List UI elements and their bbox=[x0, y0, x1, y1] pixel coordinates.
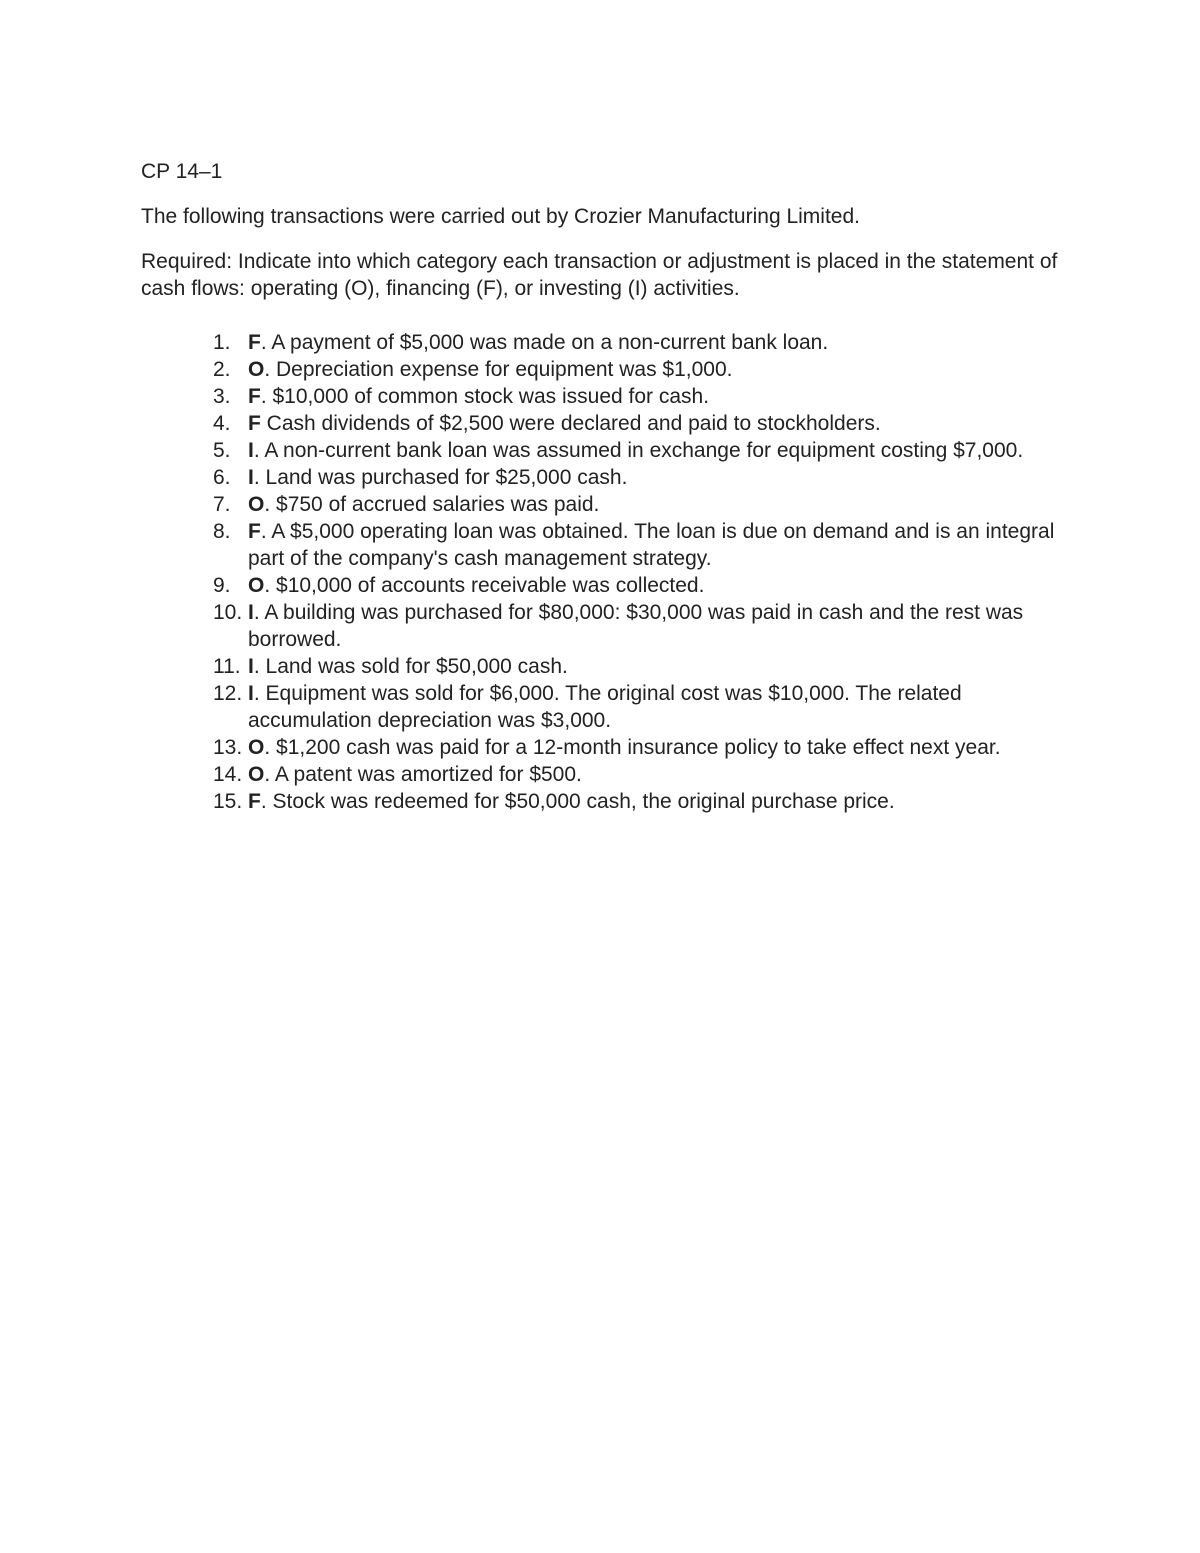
item-text: . Land was purchased for $25,000 cash. bbox=[253, 466, 628, 489]
list-item bbox=[141, 653, 1061, 680]
item-text: . A payment of $5,000 was made on a non-current bank loan. bbox=[260, 331, 829, 354]
item-category: O bbox=[248, 358, 265, 381]
item-text: . A $5,000 operating loan was obtained. The loan is due on demand and is an integral part of the company's cash management strategy. bbox=[248, 520, 1055, 570]
list-item bbox=[141, 518, 1061, 572]
document-body bbox=[141, 158, 1061, 815]
list-item bbox=[141, 491, 1061, 518]
item-category: I bbox=[248, 439, 254, 462]
list-item bbox=[141, 680, 1061, 734]
item-text: . $750 of accrued salaries was paid. bbox=[264, 493, 600, 516]
required-text: Required: Indicate into which category each transaction or adjustment is placed in the statement of cash flows: operating (O), financing (F), or investing (I) activities. bbox=[141, 250, 1058, 300]
item-text: . Land was sold for $50,000 cash. bbox=[253, 655, 568, 678]
transaction-list bbox=[141, 329, 1061, 815]
list-item bbox=[141, 464, 1061, 491]
item-category: F bbox=[248, 331, 261, 354]
item-number: 4. bbox=[213, 412, 231, 435]
item-number: 5. bbox=[213, 439, 231, 462]
list-item bbox=[141, 329, 1061, 356]
list-item bbox=[141, 356, 1061, 383]
item-category: F bbox=[248, 385, 261, 408]
item-category: F bbox=[248, 412, 261, 435]
item-text: . A patent was amortized for $500. bbox=[264, 763, 582, 786]
item-text: Cash dividends of $2,500 were declared and paid to stockholders. bbox=[260, 412, 881, 435]
item-number: 9. bbox=[213, 574, 231, 597]
item-category: F bbox=[248, 790, 261, 813]
item-category: I bbox=[248, 655, 254, 678]
item-number: 3. bbox=[213, 385, 231, 408]
item-number: 12. bbox=[213, 682, 243, 705]
item-text: . A non-current bank loan was assumed in exchange for equipment costing $7,000. bbox=[253, 439, 1024, 462]
item-text: . $1,200 cash was paid for a 12-month insurance policy to take effect next year. bbox=[264, 736, 1001, 759]
item-number: 7. bbox=[213, 493, 231, 516]
list-item bbox=[141, 761, 1061, 788]
item-number: 6. bbox=[213, 466, 231, 489]
list-item bbox=[141, 599, 1061, 653]
item-number: 15. bbox=[213, 790, 243, 813]
item-category: O bbox=[248, 574, 265, 597]
list-item bbox=[141, 410, 1061, 437]
list-item bbox=[141, 788, 1061, 815]
item-text: . Equipment was sold for $6,000. The original cost was $10,000. The related accumulation depreciation was $3,000. bbox=[248, 682, 962, 732]
item-number: 11. bbox=[213, 655, 241, 678]
item-number: 2. bbox=[213, 358, 231, 381]
item-number: 1. bbox=[213, 331, 231, 354]
list-item bbox=[141, 383, 1061, 410]
item-text: . A building was purchased for $80,000: $30,000 was paid in cash and the rest was borrowed. bbox=[248, 601, 1024, 651]
item-text: . $10,000 of accounts receivable was collected. bbox=[264, 574, 705, 597]
problem-heading: CP 14–1 bbox=[141, 160, 223, 183]
list-item bbox=[141, 734, 1061, 761]
item-category: F bbox=[248, 520, 261, 543]
list-item bbox=[141, 437, 1061, 464]
item-number: 8. bbox=[213, 520, 231, 543]
item-category: O bbox=[248, 736, 265, 759]
item-category: O bbox=[248, 763, 265, 786]
item-category: I bbox=[248, 466, 254, 489]
item-category: I bbox=[248, 682, 254, 705]
item-number: 14. bbox=[213, 763, 243, 786]
list-item bbox=[141, 572, 1061, 599]
item-text: . Stock was redeemed for $50,000 cash, the original purchase price. bbox=[260, 790, 895, 813]
item-number: 13. bbox=[213, 736, 243, 759]
intro-text: The following transactions were carried out by Crozier Manufacturing Limited. bbox=[141, 205, 860, 228]
item-category: O bbox=[248, 493, 265, 516]
item-text: . $10,000 of common stock was issued for cash. bbox=[260, 385, 710, 408]
item-category: I bbox=[248, 601, 254, 624]
item-text: . Depreciation expense for equipment was $1,000. bbox=[264, 358, 733, 381]
item-number: 10. bbox=[213, 601, 243, 624]
